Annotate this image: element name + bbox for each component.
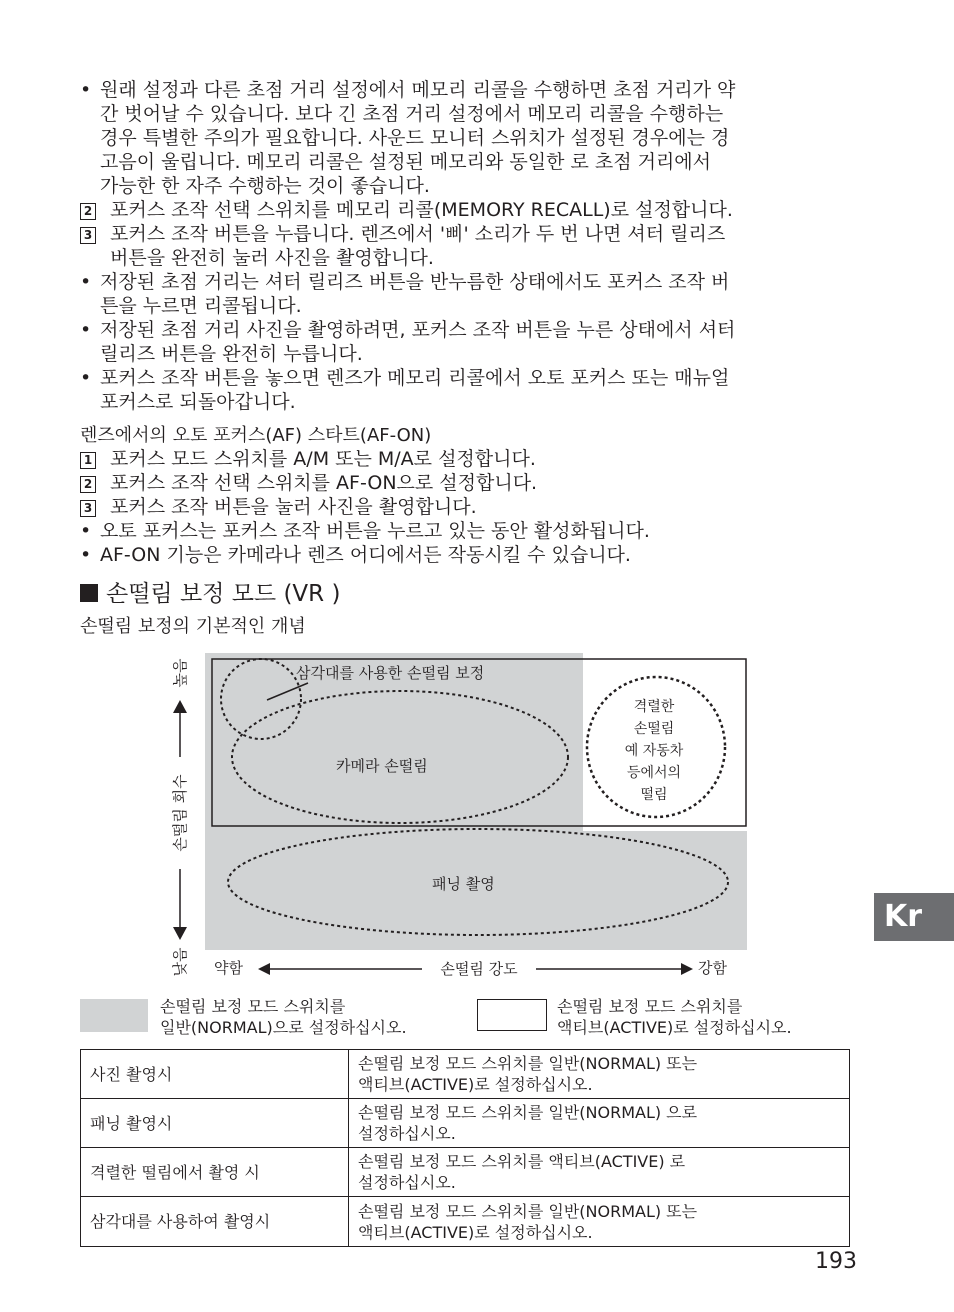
camera-shake-label: 카메라 손떨림 — [336, 757, 428, 775]
vr-heading-text: 손떨림 보정 모드 (VR ) — [106, 581, 341, 607]
bullet-dot: • — [80, 544, 92, 566]
legend-active-text: 손떨림 보정 모드 스위치를 — [557, 997, 743, 1016]
text-line: 저장된 초점 거리는 셔터 릴리즈 버튼을 반누름한 상태에서도 포커스 조작 버 — [100, 271, 730, 293]
step-number-3: 3 — [80, 227, 96, 244]
setting-line: 설정하십시오. — [358, 1173, 456, 1192]
step-number-2: 2 — [80, 203, 96, 220]
afon-step: 포커스 조작 버튼을 눌러 사진을 촬영합니다. — [110, 496, 477, 518]
severe-label: 손떨림 — [633, 721, 675, 737]
bullet-dot: • — [80, 520, 92, 542]
table-row — [81, 1197, 850, 1247]
setting-cell — [349, 1050, 850, 1099]
vr-concept-diagram — [160, 645, 760, 990]
legend-normal-text: 손떨림 보정 모드 스위치를 — [160, 997, 346, 1016]
text-line: 포커스로 되돌아갑니다. — [100, 391, 296, 413]
arrow-right-icon — [681, 963, 693, 975]
table-row — [81, 1099, 850, 1148]
step-number-3: 3 — [80, 500, 96, 517]
setting-line: 손떨림 보정 모드 스위치를 액티브(ACTIVE) 로 — [358, 1152, 686, 1171]
text-line: 릴리즈 버튼을 완전히 누릅니다. — [100, 343, 363, 365]
setting-line: 손떨림 보정 모드 스위치를 일반(NORMAL) 으로 — [358, 1103, 698, 1122]
y-high-label: 높음 — [171, 658, 189, 688]
setting-cell — [349, 1099, 850, 1148]
legend-normal-text: 일반(NORMAL)으로 설정하십시오. — [160, 1018, 407, 1037]
table-row — [81, 1050, 850, 1099]
severe-label: 떨림 — [640, 787, 668, 803]
afon-title: 렌즈에서의 오토 포커스(AF) 스타트(AF-ON) — [80, 425, 432, 446]
text-line: 경우 특별한 주의가 필요합니다. 사운드 모니터 스위치가 설정된 경우에는 경 — [100, 127, 730, 149]
step-text: 버튼을 완전히 눌러 사진을 촬영합니다. — [110, 247, 434, 269]
arrow-up-icon — [173, 700, 187, 713]
vr-settings-table — [80, 1049, 850, 1247]
afon-step: 포커스 조작 선택 스위치를 AF-ON으로 설정합니다. — [110, 472, 538, 494]
legend-active-swatch — [477, 999, 547, 1031]
page-number: 193 — [815, 1249, 857, 1274]
x-axis-label: 손떨림 강도 — [440, 960, 518, 978]
severe-label: 예 자동차 — [624, 743, 684, 759]
x-strong-label: 강함 — [698, 959, 727, 977]
text-line: 간 벗어날 수 있습니다. 보다 긴 초점 거리 설정에서 메모리 리콜을 수행하는 — [100, 103, 724, 125]
bullet-dot: • — [80, 367, 92, 389]
tripod-label: 삼각대를 사용한 손떨림 보정 — [296, 664, 485, 682]
language-tab: Kr — [874, 893, 954, 941]
x-weak-label: 약함 — [214, 959, 243, 977]
situation-cell: 삼각대를 사용하여 촬영시 — [81, 1197, 349, 1247]
step-number-1: 1 — [80, 452, 96, 469]
setting-line: 손떨림 보정 모드 스위치를 일반(NORMAL) 또는 — [358, 1054, 698, 1073]
step-number-2: 2 — [80, 476, 96, 493]
y-low-label: 낮음 — [171, 947, 189, 977]
text-line: 고음이 울립니다. 메모리 리콜은 설정된 메모리와 동일한 로 초점 거리에서 — [100, 151, 712, 173]
table-row — [81, 1148, 850, 1197]
step-text: 포커스 조작 버튼을 누릅니다. 렌즈에서 '삐' 소리가 두 번 나면 셔터 릴리즈 — [110, 223, 726, 245]
afon-bullet: AF-ON 기능은 카메라나 렌즈 어디에서든 작동시킬 수 있습니다. — [100, 544, 631, 566]
bullet-dot: • — [80, 79, 92, 101]
severe-label: 격렬한 — [633, 699, 675, 715]
y-axis-label: 손떨림 회수 — [171, 774, 189, 852]
bullet-dot: • — [80, 319, 92, 341]
arrow-down-icon — [173, 927, 187, 940]
setting-line: 액티브(ACTIVE)로 설정하십시오. — [358, 1075, 593, 1094]
bullet-dot: • — [80, 271, 92, 293]
setting-line: 설정하십시오. — [358, 1124, 456, 1143]
vr-subheading: 손떨림 보정의 기본적인 개념 — [80, 616, 306, 637]
afon-step: 포커스 모드 스위치를 A/M 또는 M/A로 설정합니다. — [110, 448, 536, 470]
severe-label: 등에서의 — [626, 765, 682, 781]
vr-heading — [80, 580, 340, 608]
setting-line: 손떨림 보정 모드 스위치를 일반(NORMAL) 또는 — [358, 1201, 698, 1221]
situation-cell: 사진 촬영시 — [81, 1050, 349, 1099]
text-line: 포커스 조작 버튼을 놓으면 렌즈가 메모리 리콜에서 오토 포커스 또는 매뉴얼 — [100, 367, 730, 389]
situation-cell: 격렬한 떨림에서 촬영 시 — [81, 1148, 349, 1197]
square-bullet-icon — [80, 584, 98, 602]
setting-cell — [349, 1148, 850, 1197]
step-text: 포커스 조작 선택 스위치를 메모리 리콜(MEMORY RECALL)로 설정합니다. — [110, 199, 733, 221]
situation-cell: 패닝 촬영시 — [81, 1099, 349, 1148]
text-line: 원래 설정과 다른 초점 거리 설정에서 메모리 리콜을 수행하면 초점 거리가 약 — [100, 79, 736, 101]
afon-bullet: 오토 포커스는 포커스 조작 버튼을 누르고 있는 동안 활성화됩니다. — [100, 520, 650, 542]
legend-normal-swatch — [80, 999, 148, 1032]
text-line: 튼을 누르면 리콜됩니다. — [100, 295, 302, 317]
setting-cell — [349, 1197, 850, 1247]
setting-line: 액티브(ACTIVE)로 설정하십시오. — [358, 1222, 593, 1242]
legend-active-text: 액티브(ACTIVE)로 설정하십시오. — [557, 1018, 792, 1037]
panning-label: 패닝 촬영 — [432, 875, 495, 893]
text-line: 저장된 초점 거리 사진을 촬영하려면, 포커스 조작 버튼을 누른 상태에서 셔터 — [100, 319, 736, 341]
text-line: 가능한 한 자주 수행하는 것이 좋습니다. — [100, 175, 430, 197]
